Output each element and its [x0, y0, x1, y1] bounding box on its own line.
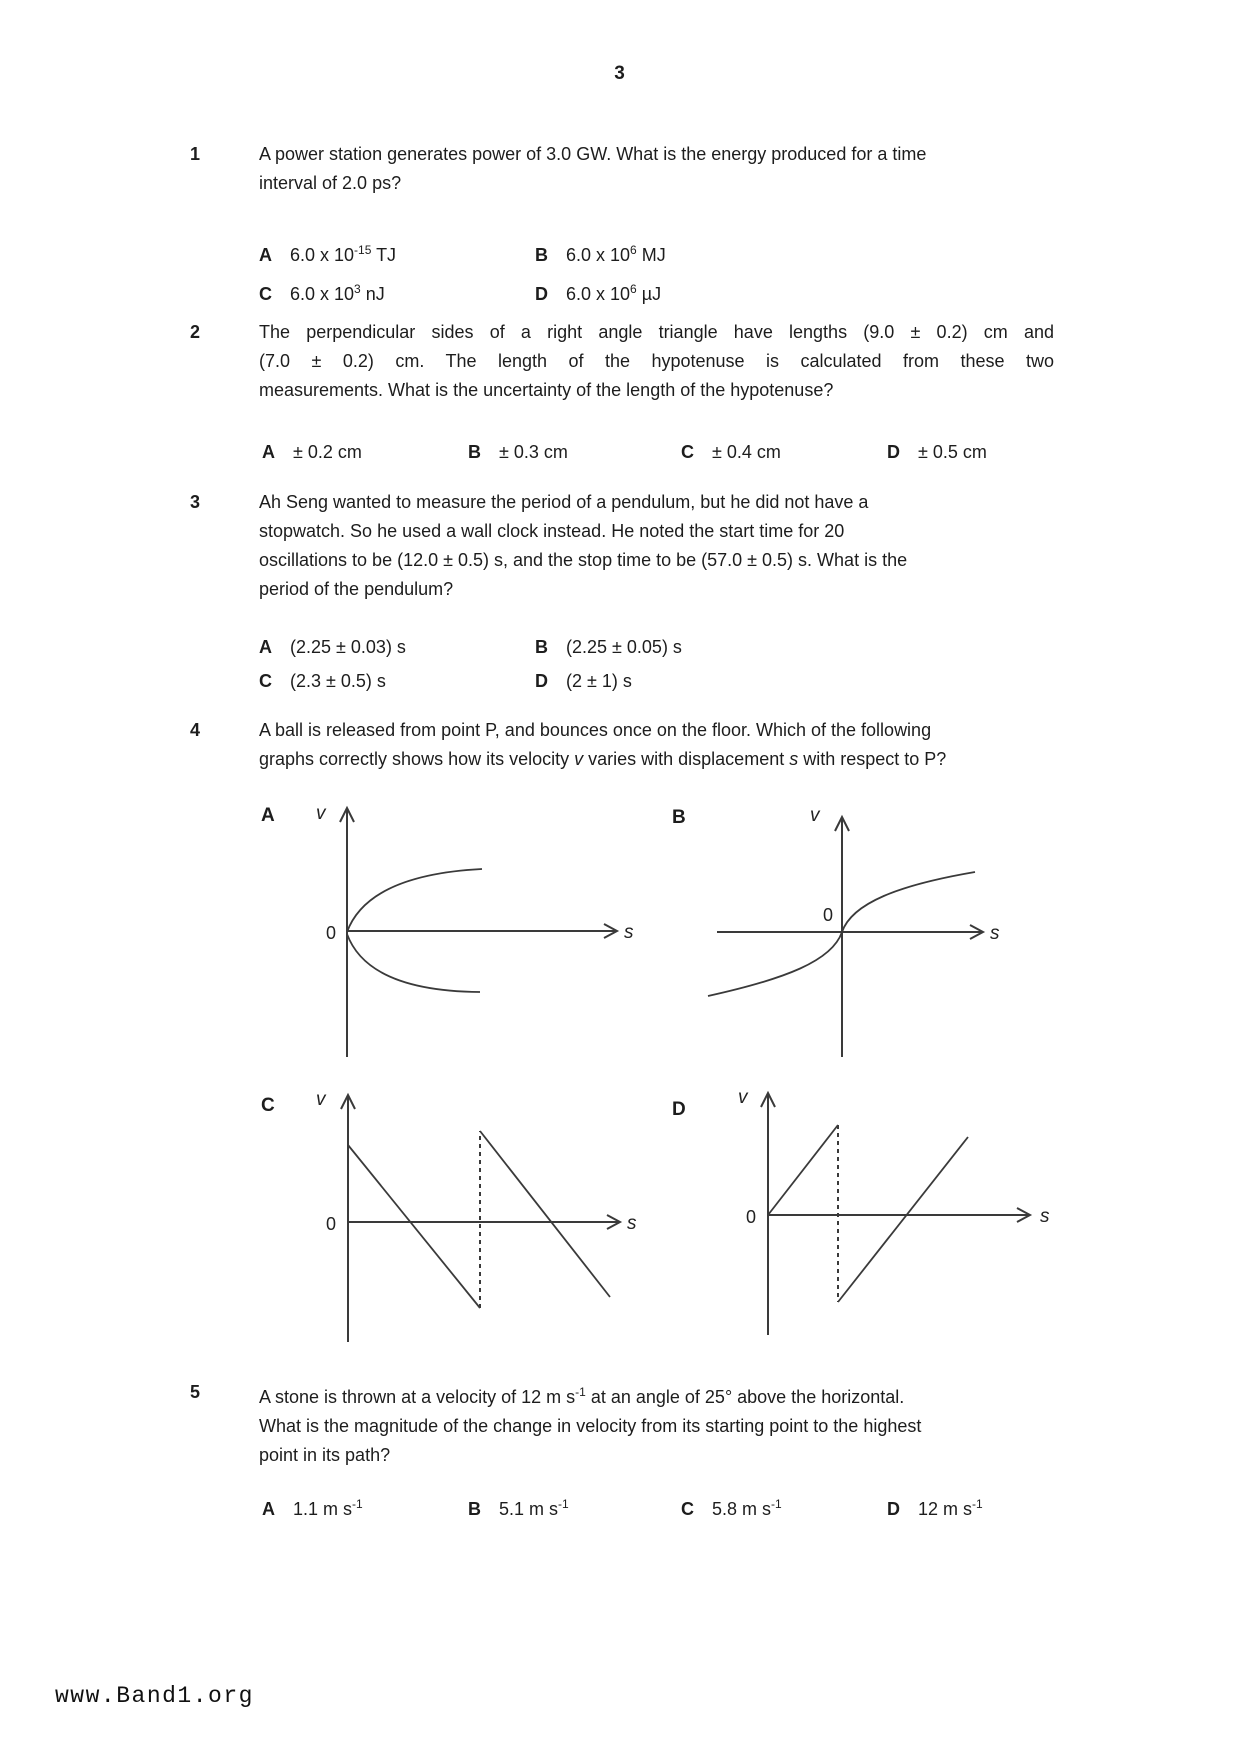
option-b: [468, 1490, 681, 1524]
option-d: [887, 1490, 983, 1524]
displacement-symbol: s: [789, 749, 799, 769]
graph-label-a: A: [261, 805, 275, 826]
question-3-text: [259, 488, 1054, 604]
option-label: D: [535, 671, 548, 691]
graph-label-c: C: [261, 1095, 275, 1116]
option-label: C: [681, 442, 694, 462]
option-unit: nJ: [360, 284, 385, 304]
option-value: ± 0.5 cm: [918, 442, 987, 462]
question-line: A stone is thrown at a velocity of 12 m $s^{-1}$ at an angle of 25° above the horizontal.: [259, 1385, 905, 1407]
question-line: interval of 2.0 ps?: [259, 173, 402, 193]
option-value: ± 0.3 cm: [499, 442, 568, 462]
question-line: stopwatch. So he used a wall clock instead. He noted the start time for 20: [259, 521, 845, 541]
option-b: [468, 438, 681, 467]
option-b: [535, 633, 682, 662]
option-base: 6.0 x 10: [566, 245, 631, 265]
question-5-number: 5: [190, 1382, 201, 1402]
ascending-line-1: [768, 1125, 838, 1215]
s-axis-label: s: [624, 922, 634, 943]
graph-c-svg: [280, 1085, 680, 1380]
descending-line-1: [348, 1145, 480, 1308]
parabola-lower-branch: [347, 934, 480, 992]
option-exponent: -1: [771, 1497, 782, 1511]
graph-label-d: D: [672, 1099, 686, 1120]
option-label: D: [535, 284, 548, 304]
option-unit: MJ: [636, 245, 666, 265]
option-c: [681, 438, 887, 467]
option-base: 6.0 x 10: [290, 245, 355, 265]
question-line: What is the magnitude of the change in velocity from its starting point to the highest: [259, 1416, 922, 1436]
option-a: [262, 1490, 468, 1524]
question-line: period of the pendulum?: [259, 579, 454, 599]
question-4-number: 4: [190, 720, 201, 740]
question-line: point in its path?: [259, 1445, 391, 1465]
option-exponent: -1: [972, 1497, 983, 1511]
option-d: [887, 438, 987, 467]
option-value: 1.1 m $s^{-1}$: [293, 1497, 363, 1519]
option-label: A: [262, 1499, 275, 1519]
option-exponent: 6: [630, 282, 637, 296]
question-4-text: [259, 716, 1054, 774]
question-line: A power station generates power of 3.0 GW. What is the energy produced for a time: [259, 144, 927, 164]
option-label: C: [259, 671, 272, 691]
option-exponent: 3: [354, 282, 361, 296]
question-2-options: [262, 438, 987, 467]
option-value: (2.3 ± 0.5) s: [290, 671, 386, 691]
option-value: 5.8 m $s^{-1}$: [712, 1497, 782, 1519]
option-label: D: [887, 442, 900, 462]
footer-watermark: www.Band1.org: [55, 1683, 254, 1709]
option-label: B: [468, 442, 481, 462]
option-value: (2 ± 1) s: [566, 671, 632, 691]
option-d: [535, 667, 682, 696]
option-label: C: [259, 284, 272, 304]
option-value: 12 m $s^{-1}$: [918, 1497, 983, 1519]
question-line: graphs correctly shows how its velocity v varies with displacement s with respect to P?: [259, 749, 947, 769]
option-value: (2.25 ± 0.05) s: [566, 637, 682, 657]
option-exponent: -15: [354, 243, 372, 257]
option-value: (2.25 ± 0.03) s: [290, 637, 406, 657]
origin-label: 0: [746, 1207, 757, 1227]
question-line: measurements. What is the uncertainty of the length of the hypotenuse?: [259, 380, 834, 400]
option-d: [535, 275, 666, 309]
option-exponent: -1: [352, 1497, 363, 1511]
question-line: A ball is released from point P, and bounces once on the floor. Which of the following: [259, 720, 932, 740]
s-axis-label: s: [990, 923, 1000, 944]
exponent: -1: [575, 1385, 586, 1399]
origin-label: 0: [823, 905, 834, 925]
question-5-options: [262, 1490, 983, 1524]
option-a: [262, 438, 468, 467]
question-1-text: [259, 140, 1054, 198]
velocity-symbol: v: [574, 749, 584, 769]
question-3-number: 3: [190, 492, 201, 512]
s-axis-label: s: [627, 1213, 637, 1234]
option-a: [259, 236, 535, 270]
option-value: [290, 284, 385, 304]
graph-b-svg: [690, 795, 1090, 1085]
question-1-options: [259, 236, 666, 309]
option-label: D: [887, 1499, 900, 1519]
option-value: [290, 245, 396, 265]
ascending-line-2: [838, 1137, 968, 1302]
option-label: A: [259, 637, 272, 657]
option-value: ± 0.4 cm: [712, 442, 781, 462]
option-c: [681, 1490, 887, 1524]
descending-line-2: [480, 1131, 610, 1297]
v-axis-label: v: [316, 1089, 326, 1110]
graph-a-svg: [280, 795, 680, 1085]
question-line: oscillations to be (12.0 ± 0.5) s, and the stop time to be (57.0 ± 0.5) s. What is the: [259, 550, 908, 570]
option-value: [566, 284, 661, 304]
option-label: B: [468, 1499, 481, 1519]
option-b: [535, 236, 666, 270]
v-axis-label: v: [810, 805, 820, 826]
option-unit: TJ: [371, 245, 397, 265]
option-label: A: [262, 442, 275, 462]
origin-label: 0: [326, 1214, 337, 1234]
option-value: 5.1 m $s^{-1}$: [499, 1497, 569, 1519]
option-label: B: [535, 245, 548, 265]
graph-d-svg: [690, 1085, 1110, 1380]
origin-label: 0: [326, 923, 337, 943]
graph-label-b: B: [672, 807, 686, 828]
option-base: 6.0 x 10: [566, 284, 631, 304]
v-axis-label: v: [316, 803, 326, 824]
question-3-options: [259, 633, 682, 696]
question-1-number: 1: [190, 144, 201, 164]
option-value: ± 0.2 cm: [293, 442, 362, 462]
option-base: 6.0 x 10: [290, 284, 355, 304]
option-value: [566, 245, 666, 265]
option-c: [259, 275, 535, 309]
question-line: Ah Seng wanted to measure the period of a pendulum, but he did not have a: [259, 492, 869, 512]
option-exponent: -1: [558, 1497, 569, 1511]
question-5-text: [259, 1378, 1054, 1470]
option-c: [259, 667, 535, 696]
option-label: C: [681, 1499, 694, 1519]
page-number: 3: [614, 63, 625, 84]
option-label: B: [535, 637, 548, 657]
question-line: The perpendicular sides of a right angle triangle have lengths (9.0 ± 0.2) cm and: [259, 322, 1054, 342]
option-label: A: [259, 245, 272, 265]
s-axis-label: s: [1040, 1206, 1050, 1227]
question-2-number: 2: [190, 322, 201, 342]
question-line: (7.0 ± 0.2) cm. The length of the hypotenuse is calculated from these two: [259, 351, 1054, 371]
option-a: [259, 633, 535, 662]
parabola-upper-branch: [347, 869, 482, 932]
option-exponent: 6: [630, 243, 637, 257]
option-unit: µJ: [636, 284, 662, 304]
v-axis-label: v: [738, 1087, 748, 1108]
question-2-text: [259, 318, 1054, 405]
